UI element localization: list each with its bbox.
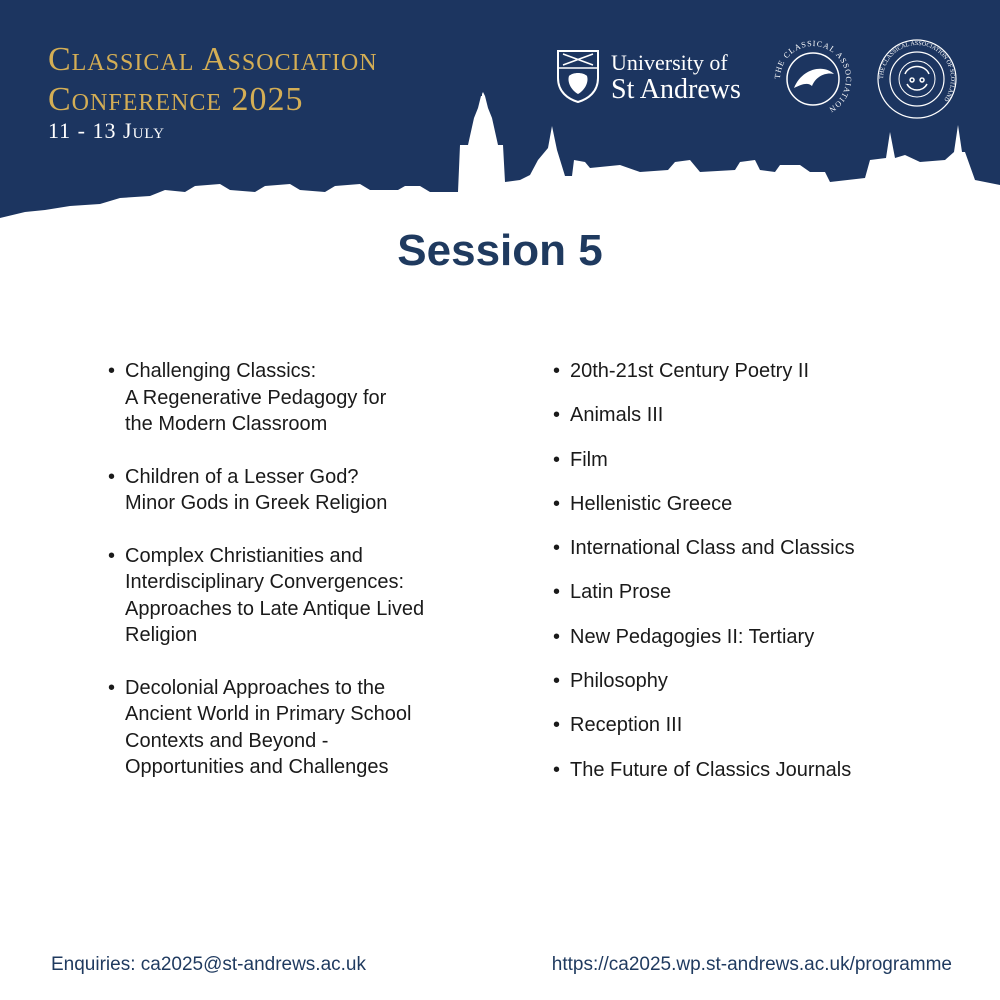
- medusa-seal-icon: [876, 38, 958, 120]
- list-item: • Decolonial Approaches to the Ancient World in Primary School Contexts and Beyond - Opportunities and Challenges: [108, 675, 508, 781]
- conference-dates: 11 - 13 July: [48, 118, 165, 143]
- list-item: • Film: [553, 447, 973, 474]
- list-item: • Latin Prose: [553, 579, 973, 606]
- list-item: • Challenging Classics: A Regenerative Pedagogy for the Modern Classroom: [108, 358, 508, 438]
- session-list-right: [553, 358, 973, 801]
- seal-ca-text: THE CLASSICAL ASSOCIATION: [772, 38, 854, 115]
- university-logo: [555, 48, 741, 108]
- list-item: • 20th-21st Century Poetry II: [553, 358, 973, 385]
- conference-title-line2: Conference 2025: [48, 81, 304, 118]
- list-item: • Children of a Lesser God? Minor Gods in Greek Religion: [108, 464, 508, 517]
- list-item: • Reception III: [553, 712, 973, 739]
- list-item: • New Pedagogies II: Tertiary: [553, 624, 973, 651]
- seal-cas-text: THE CLASSICAL ASSOCIATION OF SCOTLAND: [878, 40, 956, 103]
- list-item: • International Class and Classics: [553, 535, 973, 562]
- university-crest-icon: [555, 48, 601, 109]
- dolphin-seal-icon: [772, 38, 854, 120]
- list-item: • Philosophy: [553, 668, 973, 695]
- session-title: Session 5: [397, 226, 603, 275]
- list-item: • Hellenistic Greece: [553, 491, 973, 518]
- programme-url-link[interactable]: https://ca2025.wp.st-andrews.ac.uk/programme: [551, 954, 952, 975]
- session-list-left: [108, 358, 508, 807]
- university-name-line2: St Andrews: [611, 74, 741, 105]
- conference-title-line1: Classical Association: [48, 41, 378, 78]
- list-item: • Complex Christianities and Interdisciplinary Convergences: Approaches to Late Antique Lived Religion: [108, 543, 508, 649]
- header-banner: [0, 0, 1000, 230]
- list-item: • Animals III: [553, 402, 973, 429]
- list-item: • The Future of Classics Journals: [553, 757, 973, 784]
- enquiries-email[interactable]: Enquiries: ca2025@st-andrews.ac.uk: [51, 954, 367, 975]
- conference-title: [48, 40, 378, 120]
- university-name-line1: University of: [611, 50, 728, 75]
